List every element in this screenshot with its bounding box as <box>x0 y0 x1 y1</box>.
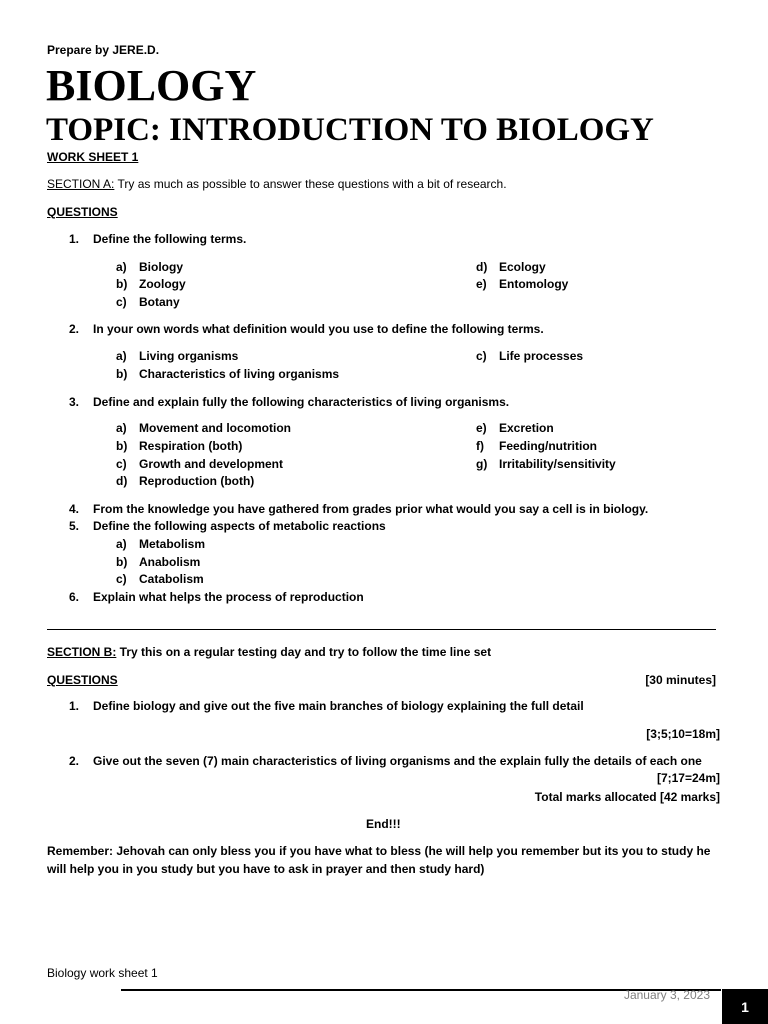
q4-text: From the knowledge you have gathered from grades prior what would you say a cell is in biology. <box>93 502 649 516</box>
time-allocation: [30 minutes] <box>645 673 716 687</box>
section-a-instruction <box>47 177 507 191</box>
list-item: a) Biology <box>116 260 183 274</box>
q1-text: Define the following terms. <box>93 232 247 246</box>
list-item: e) Excretion <box>476 421 554 435</box>
list-item: d) Reproduction (both) <box>116 474 255 488</box>
footer-date: January 3, 2023 <box>623 988 710 1002</box>
page-title: BIOLOGY <box>46 61 257 110</box>
b-q2-text: Give out the seven (7) main characteristics of living organisms and the explain fully the details of each one <box>93 754 702 768</box>
b-q2-number: 2. <box>69 754 80 768</box>
list-item: b) Characteristics of living organisms <box>116 367 340 381</box>
end-text: End!!! <box>366 817 401 831</box>
section-b-instruction <box>47 645 491 659</box>
list-item: a) Living organisms <box>116 349 239 363</box>
list-item: a) Movement and locomotion <box>116 421 292 435</box>
list-item: b) Respiration (both) <box>116 439 243 453</box>
q2-text: In your own words what definition would you use to define the following terms. <box>93 322 544 336</box>
q3-text: Define and explain fully the following characteristics of living organisms. <box>93 395 510 409</box>
section-a-label: SECTION A: <box>47 177 115 191</box>
section-b-text: Try this on a regular testing day and try to follow the time line set <box>116 645 492 659</box>
list-item: f) Feeding/nutrition <box>476 439 597 453</box>
list-item: b) Zoology <box>116 277 186 291</box>
list-item: e) Entomology <box>476 277 569 291</box>
b-q1-text: Define biology and give out the five main branches of biology explaining the full detail <box>93 699 584 713</box>
section-a-questions-label: QUESTIONS <box>47 205 118 219</box>
worksheet-label: WORK SHEET 1 <box>47 150 139 164</box>
q1-number: 1. <box>69 232 80 246</box>
list-item: a) Metabolism <box>116 537 206 551</box>
q5-number: 5. <box>69 519 80 533</box>
section-b-questions-label: QUESTIONS <box>47 673 118 687</box>
q4-number: 4. <box>69 502 80 516</box>
list-item: g) Irritability/sensitivity <box>476 457 616 471</box>
remember-line-1: Remember: Jehovah can only bless you if you have what to bless (he will help you remember but its you to study he <box>47 844 711 858</box>
q6-text: Explain what helps the process of reproduction <box>93 590 364 604</box>
q2-number: 2. <box>69 322 80 336</box>
b-q1-number: 1. <box>69 699 80 713</box>
b-q2-marks: [7;17=24m] <box>656 771 720 785</box>
total-marks: Total marks allocated [42 marks] <box>534 790 720 804</box>
prepared-by: Prepare by JERE.D. <box>47 43 160 57</box>
list-item: c) Botany <box>116 295 180 309</box>
topic-heading: TOPIC: INTRODUCTION TO BIOLOGY <box>46 112 654 148</box>
q3-number: 3. <box>69 395 80 409</box>
list-item: c) Growth and development <box>116 457 284 471</box>
list-item: d) Ecology <box>476 260 546 274</box>
b-q1-marks: [3;5;10=18m] <box>646 727 720 741</box>
list-item: b) Anabolism <box>116 555 201 569</box>
list-item: c) Life processes <box>476 349 584 363</box>
footer-title: Biology work sheet 1 <box>47 966 158 980</box>
section-a-text: Try as much as possible to answer these questions with a bit of research. <box>114 177 507 191</box>
section-divider <box>47 629 716 630</box>
q6-number: 6. <box>69 590 80 604</box>
list-item: c) Catabolism <box>116 572 204 586</box>
q5-text: Define the following aspects of metabolic reactions <box>93 519 386 533</box>
remember-line-2: will help you in you study but you have to ask in prayer and then study hard) <box>47 862 485 876</box>
page-number: 1 <box>722 989 768 1024</box>
section-b-label: SECTION B: <box>47 645 117 659</box>
